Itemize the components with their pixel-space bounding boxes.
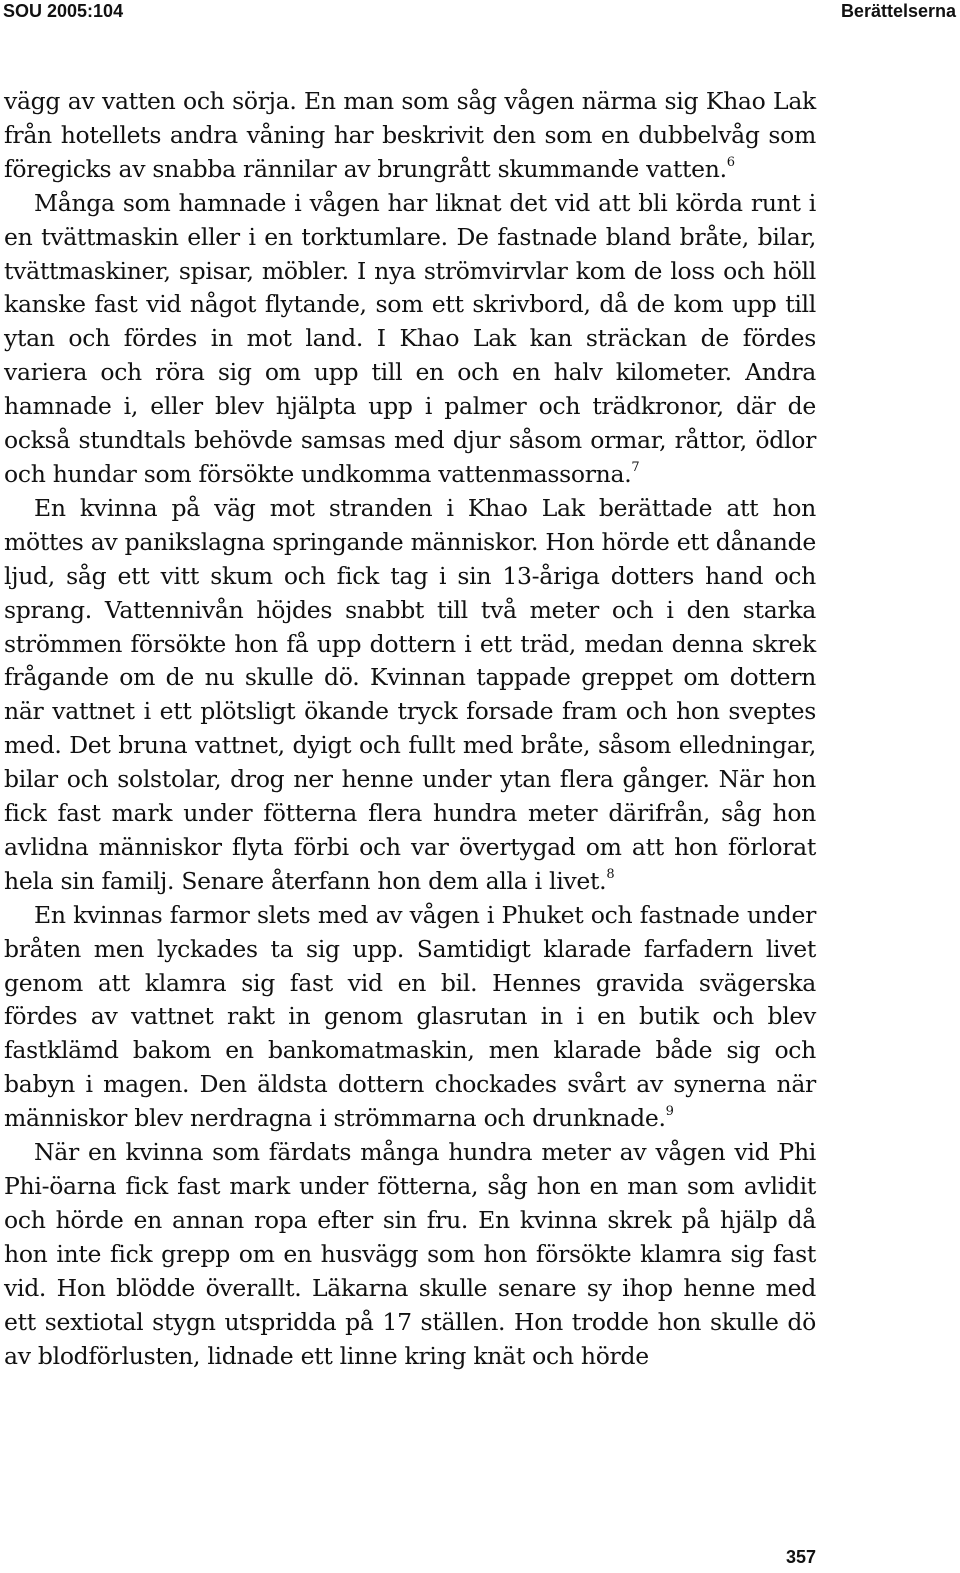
- body-text: [4, 85, 816, 1373]
- footnote-marker: 6: [726, 154, 735, 170]
- paragraph-1: [4, 85, 816, 187]
- report-reference: SOU 2005:104: [3, 1, 124, 21]
- footnote-marker: 9: [665, 1104, 674, 1120]
- paragraph-text: Många som hamnade i vågen har liknat det vid att bli körda runt i en tvättmaskin eller i en torktumlare. De fastnade bland bråte, bilar, tvättmaskiner, spisar, möbler. I nya strömvirvlar kom de loss och höll kanske fast vid något flytande, som ett skrivbord, då de kom upp till ytan och fördes in mot land. I Khao Lak kan sträckan de fördes variera och röra sig om upp till en och en halv kilometer. Andra hamnade i, eller blev hjälpta upp i palmer och trädkronor, där de också stundtals behövde samsas med djur såsom ormar, råttor, ödlor och hundar som försökte undkomma vattenmassorna.: [4, 188, 816, 488]
- paragraph-text: En kvinnas farmor slets med av vågen i Phuket och fastnade under bråten men lyckades ta sig upp. Samtidigt klarade farfadern livet genom att klamra sig fast vid en bil. Hennes gravida svägerska fördes av vattnet rakt in genom glasrutan in i en butik och blev fastklämd bakom en bankomatmaskin, men klarade både sig och babyn i magen. Den äldsta dottern chockades svårt av synerna när människor blev nerdragna i strömmarna och drunknade.: [4, 900, 816, 1133]
- paragraph-3: [4, 492, 816, 899]
- chapter-title: Berättelserna: [840, 1, 956, 21]
- paragraph-5: [4, 1136, 816, 1373]
- footnote-marker: 7: [631, 459, 640, 475]
- paragraph-text: En kvinna på väg mot stranden i Khao Lak berättade att hon möttes av panikslagna springande människor. Hon hörde ett dånande ljud, såg ett vitt skum och fick tag i sin 13-åriga dotters hand och sprang. Vattennivån höjdes snabbt till två meter och i den starka strömmen försökte hon få upp dottern i ett träd, medan denna skrek frågande om de nu skulle dö. Kvinnan tappade greppet om dottern när vattnet i ett plötsligt ökande tryck forsade fram och hon sveptes med. Det bruna vattnet, dyigt och fullt med bråte, såsom elledningar, bilar och solstolar, drog ner henne under ytan flera gånger. När hon fick fast mark under fötterna flera hundra meter därifrån, såg hon avlidna människor flyta förbi och var övertygad om att hon förlorat hela sin familj. Senare återfann hon dem alla i livet.: [4, 493, 816, 895]
- running-header: [0, 0, 960, 24]
- paragraph-text: vägg av vatten och sörja. En man som såg vågen närma sig Khao Lak från hotellets andra våning har beskrivit den som en dubbelvåg som föregicks av snabba rännilar av brungrått skummande vatten.: [4, 87, 816, 183]
- paragraph-text: När en kvinna som färdats många hundra meter av vågen vid Phi Phi-öarna fick fast mark under fötterna, såg hon en man som avlidit och hörde en annan ropa efter sin fru. En kvinna skrek på hjälp då hon inte fick grepp om en husvägg som hon försökte klamra sig fast vid. Hon blödde överallt. Läkarna skulle senare sy ihop henne med ett sextiotal stygn utspridda på 17 ställen. Hon trodde hon skulle dö av blodförlusten, lidnade ett linne kring knät och hörde: [4, 1138, 816, 1370]
- paragraph-4: [4, 899, 816, 1136]
- paragraph-2: [4, 187, 816, 492]
- page-number: 357: [785, 1547, 816, 1567]
- footnote-marker: 8: [606, 866, 615, 882]
